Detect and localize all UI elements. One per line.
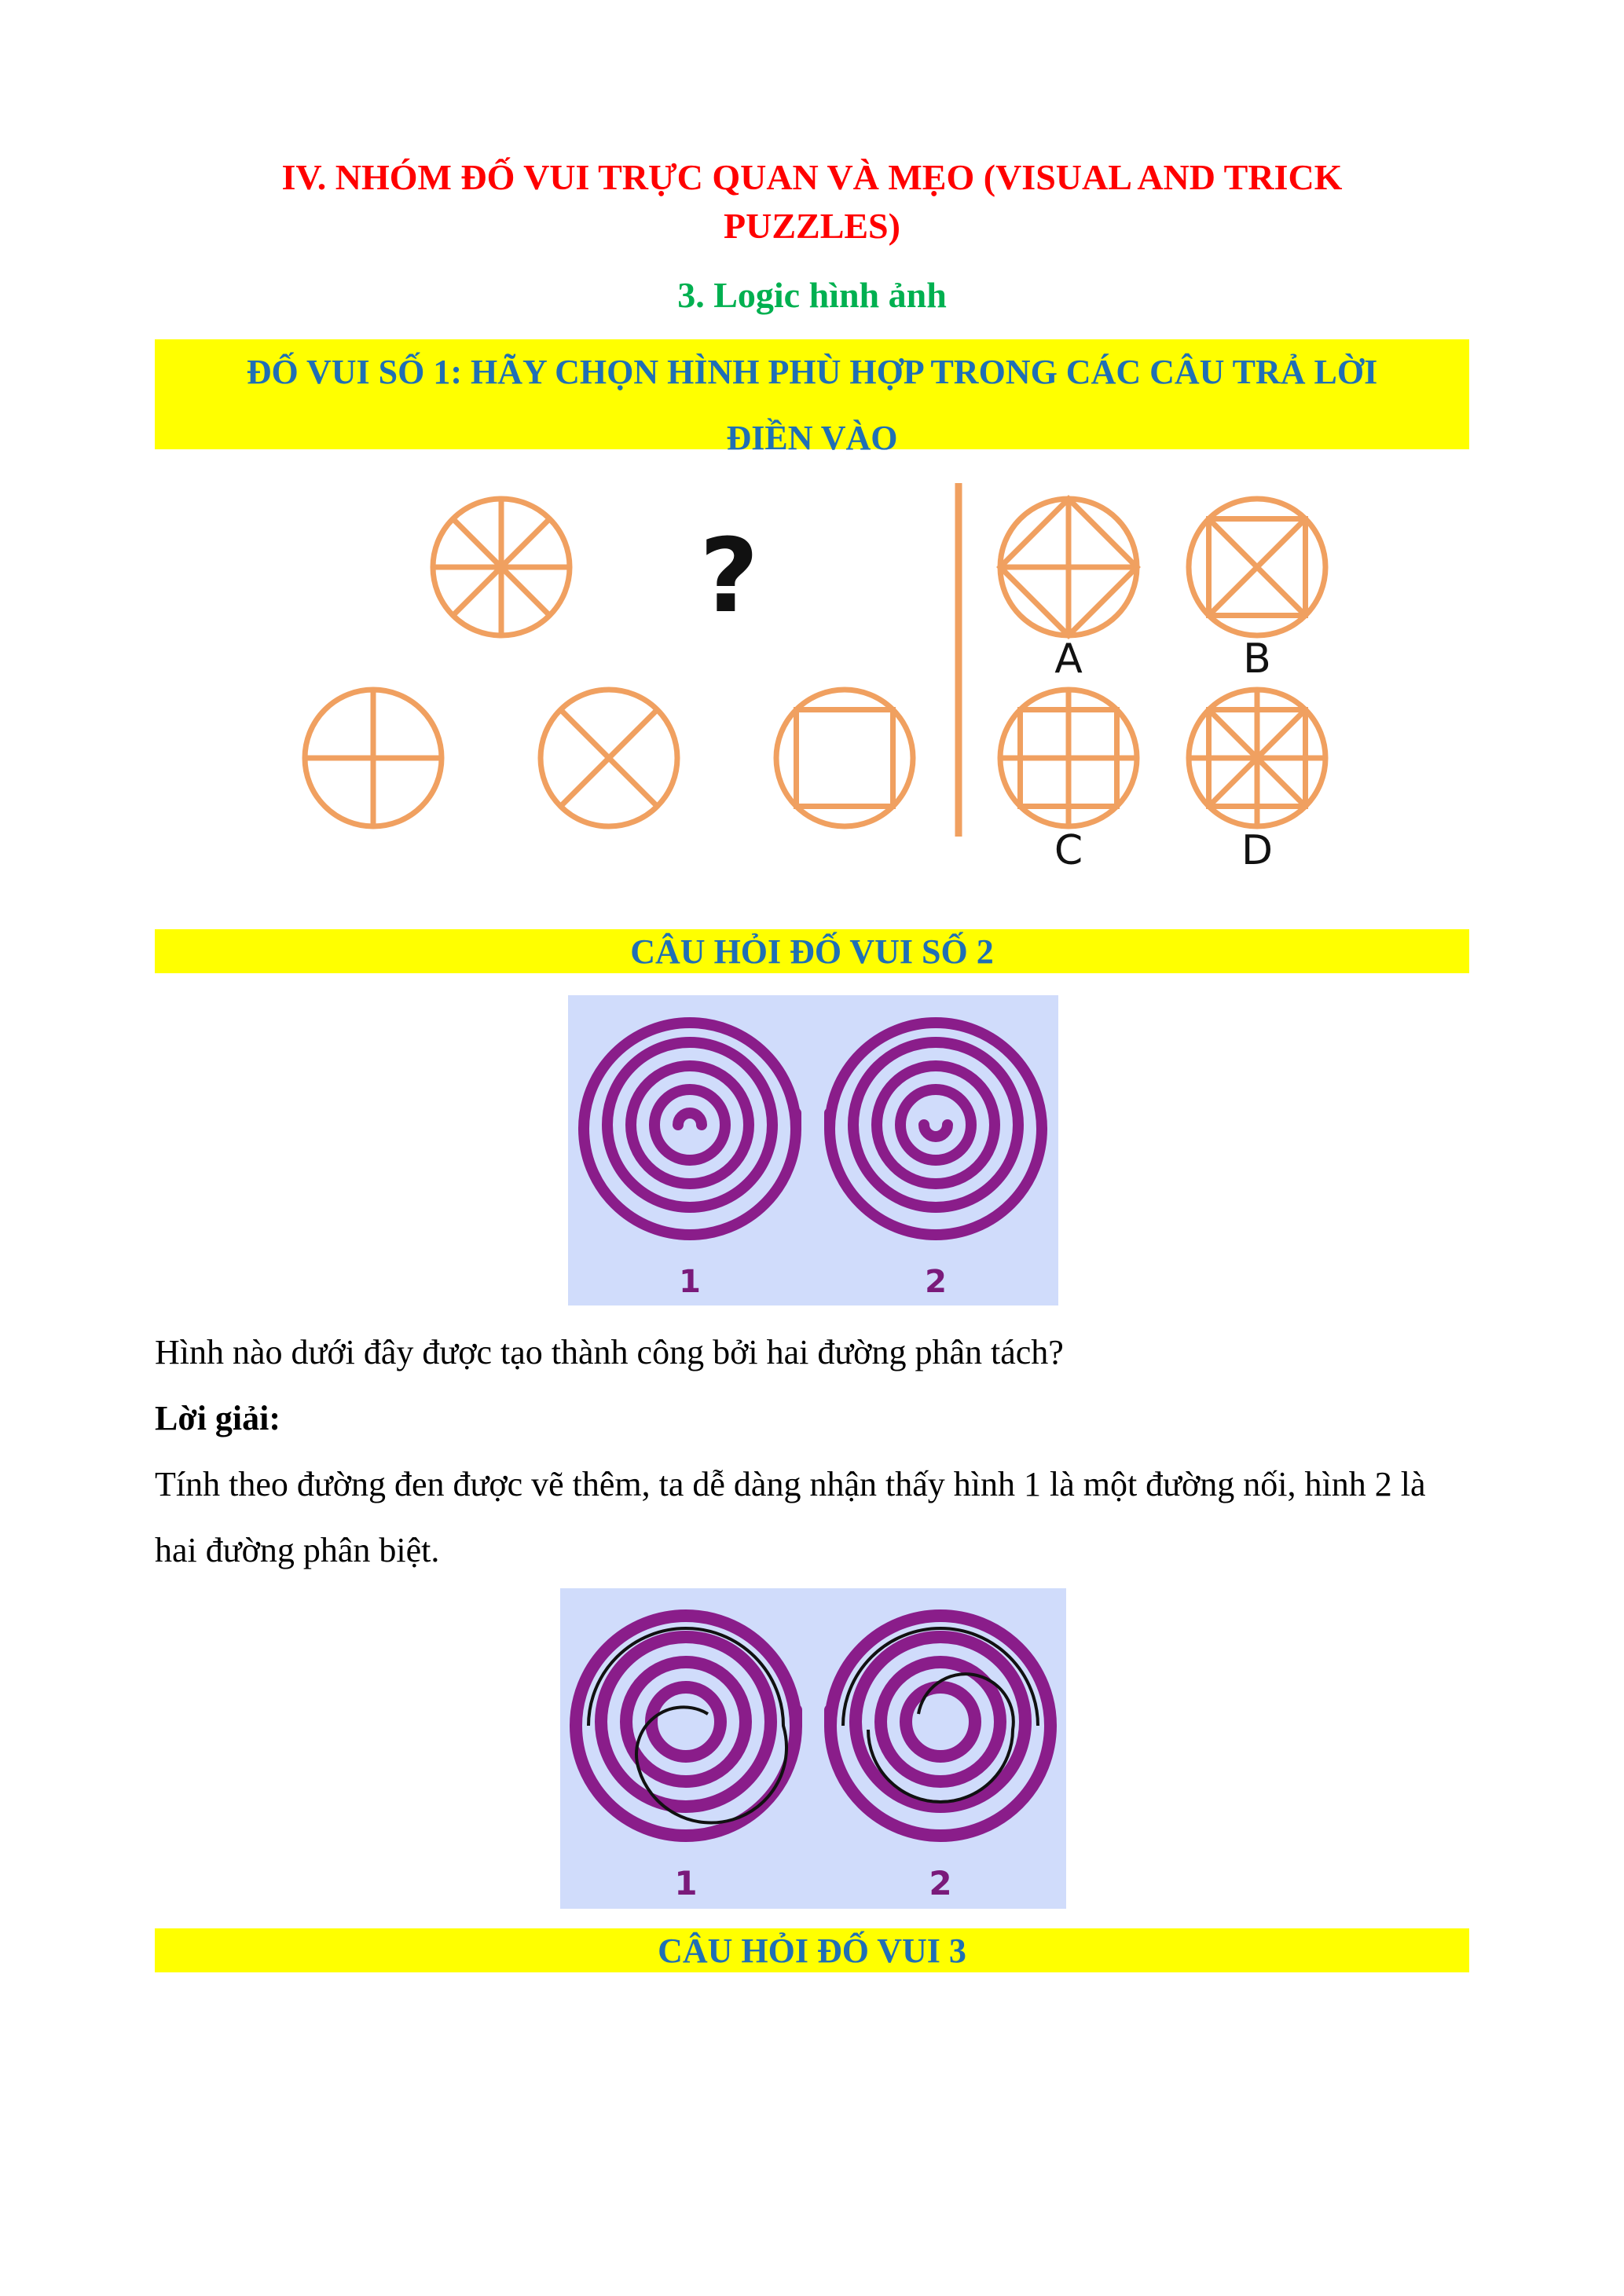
solution-text: Tính theo đường đen được vẽ thêm, ta dễ dàng nhận thấy hình 1 là một đường nối, hình 2 là hai đường phân biệt. — [155, 1465, 1426, 1569]
question-mark: ? — [699, 516, 759, 635]
spiral-2-label: 2 — [925, 1264, 947, 1300]
option-c-figure — [1000, 690, 1137, 826]
puzzle-2-banner: CÂU HỎI ĐỐ VUI SỐ 2 — [155, 929, 1469, 973]
puzzle-1-banner-line-2: ĐIỀN VÀO — [726, 419, 898, 457]
puzzle-2-question: Hình nào dưới đây được tạo thành công bởi hai đường phân tách? — [155, 1333, 1064, 1371]
option-a-figure — [1000, 499, 1137, 635]
puzzle-3-banner: CÂU HỎI ĐỐ VUI 3 — [155, 1928, 1469, 1972]
circle-inscribed-square — [776, 690, 913, 826]
spiral-image-solution — [560, 1588, 1066, 1909]
solution-spiral-2-label: 2 — [929, 1864, 952, 1902]
solution-spiral-1-label: 1 — [674, 1864, 698, 1902]
option-c-label: C — [1054, 827, 1083, 874]
circle-plus — [305, 690, 442, 826]
circle-cross — [541, 690, 677, 826]
circle-eight-spokes — [433, 499, 570, 635]
spiral-1 — [584, 1023, 796, 1235]
puzzle-1-figure — [283, 471, 1344, 880]
spiral-1-label: 1 — [679, 1264, 701, 1300]
spiral-image-question — [568, 995, 1058, 1305]
solution-label: Lời giải: — [155, 1399, 281, 1437]
puzzle-1-banner — [155, 339, 1469, 457]
option-b-label: B — [1243, 635, 1271, 683]
section-title: IV. NHÓM ĐỐ VUI TRỰC QUAN VÀ MẸO (VISUAL AND TRICK PUZZLES) — [281, 157, 1343, 246]
option-a-label: A — [1054, 635, 1083, 683]
option-d-label: D — [1241, 827, 1274, 874]
option-d-figure — [1189, 690, 1325, 826]
spiral-2 — [830, 1023, 1042, 1235]
subsection-title: 3. Logic hình ảnh — [677, 275, 947, 315]
option-b-figure — [1189, 499, 1325, 635]
puzzle-1-banner-line-1: ĐỐ VUI SỐ 1: HÃY CHỌN HÌNH PHÙ HỢP TRONG CÁC CÂU TRẢ LỜI — [246, 353, 1378, 391]
